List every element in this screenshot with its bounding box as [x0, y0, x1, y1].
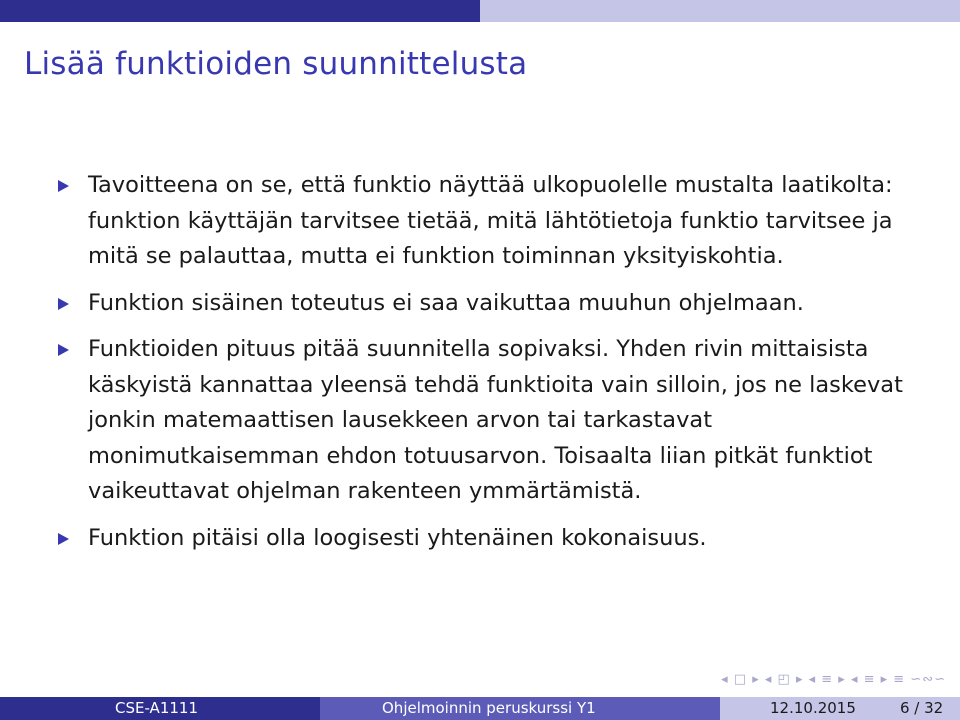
- footer-bar: [0, 697, 960, 720]
- bullet-text: Funktion pitäisi olla loogisesti yhtenäinen kokonaisuus.: [88, 524, 707, 551]
- triangle-bullet-icon: [58, 180, 69, 192]
- bullet-item: [58, 168, 938, 275]
- footer-course-code-segment: [0, 697, 320, 720]
- footer-course-name: Ohjelmoinnin peruskurssi Y1: [382, 699, 596, 717]
- triangle-bullet-icon: [58, 298, 69, 310]
- navigation-symbols[interactable]: ◂ □ ▸ ◂ ◰ ▸ ◂ ≡ ▸ ◂ ≡ ▸ ≡ ∽∾∽: [721, 672, 946, 687]
- triangle-bullet-icon: [58, 344, 69, 356]
- bullet-item: [58, 521, 938, 557]
- bullet-item: [58, 286, 938, 322]
- bullet-item: [58, 332, 938, 510]
- triangle-bullet-icon: [58, 533, 69, 545]
- footer-course-code: CSE-A1111: [115, 699, 198, 717]
- footer-course-name-segment: [320, 697, 720, 720]
- footer-date: 12.10.2015: [770, 699, 856, 717]
- header-bar: [0, 0, 960, 22]
- bullet-list: [58, 168, 938, 567]
- slide-title: Lisää funktioiden suunnittelusta: [24, 46, 528, 82]
- bullet-text: Funktioiden pituus pitää suunnitella sopivaksi. Yhden rivin mittaisista käskyistä kannattaa yleensä tehdä funktioita vain silloin, jos ne laskevat jonkin matemaattisen lausekkeen arvon tai tarkastavat monimutkaisemman ehdon totuusarvon. Toisaalta liian pitkät funktiot vaikeuttavat ohjelman rakenteen ymmärtämistä.: [88, 336, 903, 504]
- bullet-text: Funktion sisäinen toteutus ei saa vaikuttaa muuhun ohjelmaan.: [88, 289, 804, 316]
- bullet-text: Tavoitteena on se, että funktio näyttää ulkopuolelle mustalta laatikolta: funktion käyttäjän tarvitsee tietää, mitä lähtötietoja funktio tarvitsee ja mitä se palauttaa, mutta ei funktion toiminnan yksityiskohtia.: [88, 172, 893, 269]
- footer-page-number: 6 / 32: [900, 699, 944, 717]
- footer-info-segment: [720, 697, 960, 720]
- header-bar-left: [0, 0, 480, 22]
- header-bar-right: [480, 0, 960, 22]
